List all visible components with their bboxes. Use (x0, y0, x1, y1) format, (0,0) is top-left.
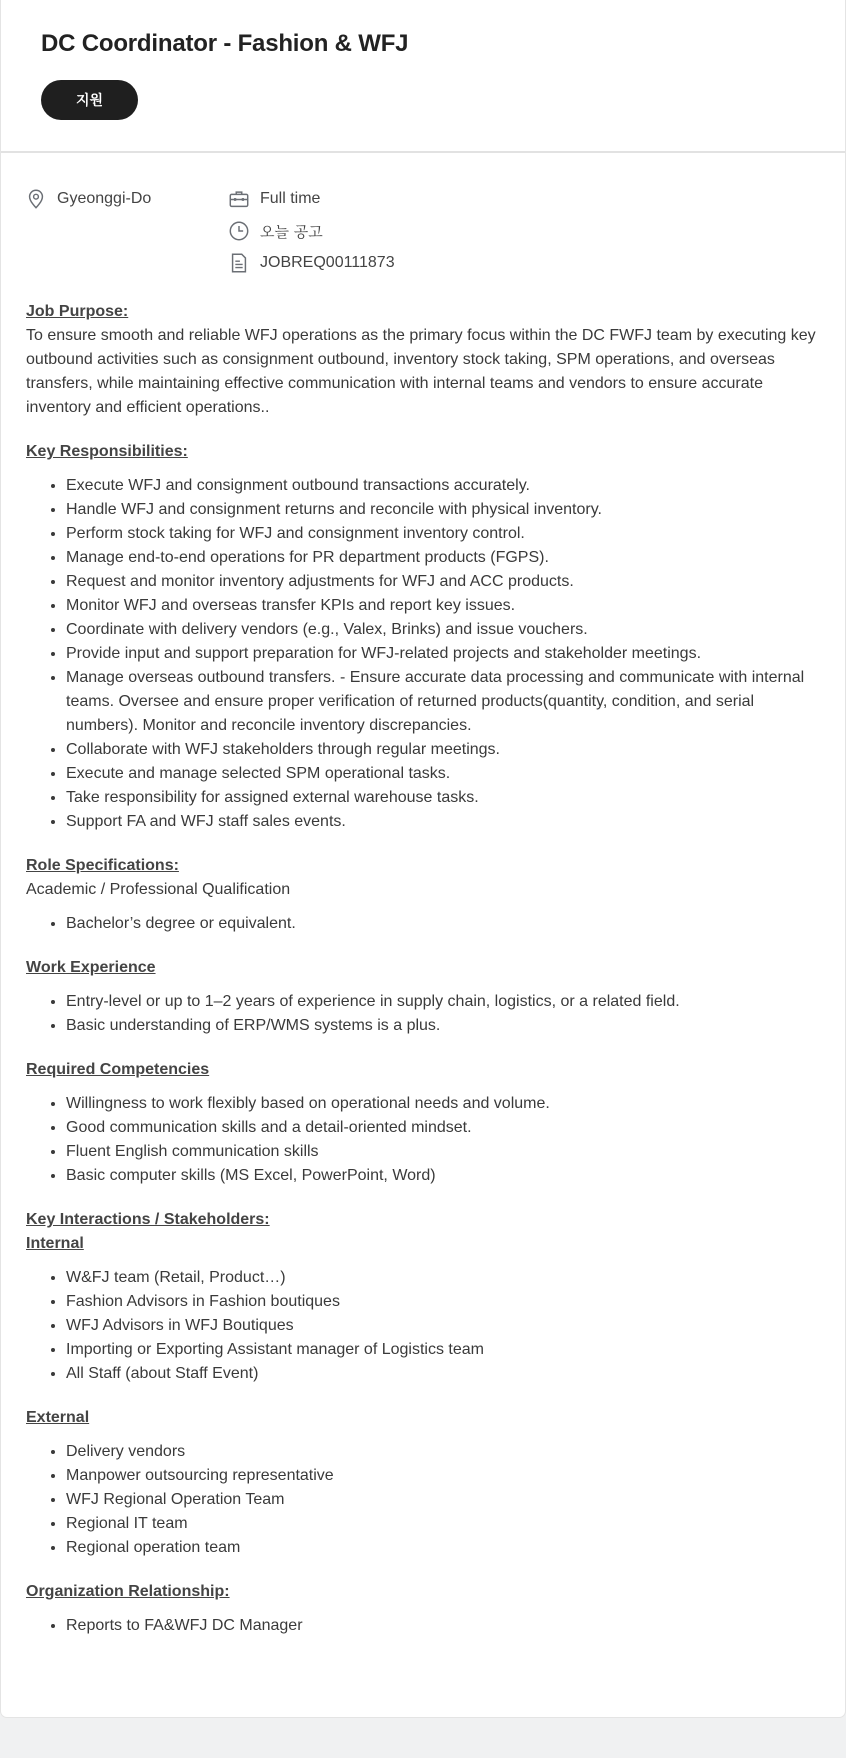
responsibilities-list (26, 474, 816, 834)
posted-text: 오늘 공고 (260, 222, 323, 241)
req-id-text: JOBREQ00111873 (260, 254, 395, 271)
list-item: • Manpower outsourcing representative (66, 1464, 816, 1488)
competencies-heading: Required Competencies (26, 1061, 210, 1078)
apply-button[interactable]: 지원 (41, 80, 138, 120)
list-item: • Good communication skills and a detail-oriented mindset. (66, 1116, 816, 1140)
list-item: • Execute and manage selected SPM operational tasks. (66, 762, 816, 786)
list-item: • All Staff (about Staff Event) (66, 1362, 816, 1386)
map-pin-icon (25, 188, 47, 210)
list-item: • Take responsibility for assigned external warehouse tasks. (66, 786, 816, 810)
role-specs-heading: Role Specifications: (26, 857, 179, 874)
page-title: DC Coordinator - Fashion & WFJ (41, 30, 409, 57)
work-experience-list (26, 990, 816, 1038)
organization-list (26, 1614, 816, 1638)
list-item: • Bachelor’s degree or equivalent. (66, 912, 816, 936)
list-item: • Willingness to work flexibly based on operational needs and volume. (66, 1092, 816, 1116)
job-description (26, 300, 816, 1658)
list-item: • Perform stock taking for WFJ and consignment inventory control. (66, 522, 816, 546)
list-item: • Fluent English communication skills (66, 1140, 816, 1164)
organization-heading: Organization Relationship: (26, 1583, 230, 1600)
role-specs-list (26, 912, 816, 936)
list-item: • Request and monitor inventory adjustments for WFJ and ACC products. (66, 570, 816, 594)
list-item: • WFJ Regional Operation Team (66, 1488, 816, 1512)
list-item: • Monitor WFJ and overseas transfer KPIs and report key issues. (66, 594, 816, 618)
job-purpose-text: To ensure smooth and reliable WFJ operations as the primary focus within the DC FWFJ team by executing key outbound activities such as consignment outbound, inventory stock taking, SPM operations, and overseas transfers, while maintaining effective communication with internal teams and vendors to ensure accurate inventory and efficient operations.. (26, 327, 816, 416)
list-item: • Manage end-to-end operations for PR department products (FGPS). (66, 546, 816, 570)
clock-icon (228, 220, 250, 242)
list-item: • WFJ Advisors in WFJ Boutiques (66, 1314, 816, 1338)
briefcase-icon (228, 188, 250, 210)
list-item: • Regional operation team (66, 1536, 816, 1560)
list-item: • Entry-level or up to 1–2 years of experience in supply chain, logistics, or a related field. (66, 990, 816, 1014)
list-item: • Delivery vendors (66, 1440, 816, 1464)
list-item: • Regional IT team (66, 1512, 816, 1536)
list-item: • Handle WFJ and consignment returns and reconcile with physical inventory. (66, 498, 816, 522)
location-meta (25, 188, 151, 210)
list-item: • W&FJ team (Retail, Product…) (66, 1266, 816, 1290)
external-heading: External (26, 1409, 90, 1426)
employment-type-text: Full time (260, 190, 321, 207)
employment-type-meta (228, 188, 320, 210)
list-item: • Basic computer skills (MS Excel, PowerPoint, Word) (66, 1164, 816, 1188)
list-item: • Importing or Exporting Assistant manager of Logistics team (66, 1338, 816, 1362)
internal-list (26, 1266, 816, 1386)
req-id-meta (228, 252, 395, 274)
list-item: • Reports to FA&WFJ DC Manager (66, 1614, 816, 1638)
job-header (1, 0, 845, 153)
list-item: • Coordinate with delivery vendors (e.g., Valex, Brinks) and issue vouchers. (66, 618, 816, 642)
job-detail-card (1, 0, 845, 1717)
list-item: • Fashion Advisors in Fashion boutiques (66, 1290, 816, 1314)
document-icon (228, 252, 250, 274)
responsibilities-heading: Key Responsibilities: (26, 443, 188, 460)
internal-heading: Internal (26, 1235, 84, 1252)
location-text: Gyeonggi-Do (57, 190, 152, 207)
job-purpose-heading: Job Purpose: (26, 303, 129, 320)
role-specs-subheading: Academic / Professional Qualification (26, 881, 291, 898)
interactions-heading: Key Interactions / Stakeholders: (26, 1211, 270, 1228)
competencies-list (26, 1092, 816, 1188)
posted-meta (228, 220, 323, 242)
list-item: • Manage overseas outbound transfers. - Ensure accurate data processing and communicate with internal teams. Oversee and ensure proper verification of returned products(quantity, condition, and serial numbers). Monitor and reconcile inventory discrepancies. (66, 666, 816, 738)
external-list (26, 1440, 816, 1560)
job-meta (1, 153, 845, 303)
list-item: • Support FA and WFJ staff sales events. (66, 810, 816, 834)
list-item: • Provide input and support preparation for WFJ-related projects and stakeholder meetings. (66, 642, 816, 666)
list-item: • Collaborate with WFJ stakeholders through regular meetings. (66, 738, 816, 762)
list-item: • Execute WFJ and consignment outbound transactions accurately. (66, 474, 816, 498)
work-experience-heading: Work Experience (26, 959, 156, 976)
list-item: • Basic understanding of ERP/WMS systems is a plus. (66, 1014, 816, 1038)
